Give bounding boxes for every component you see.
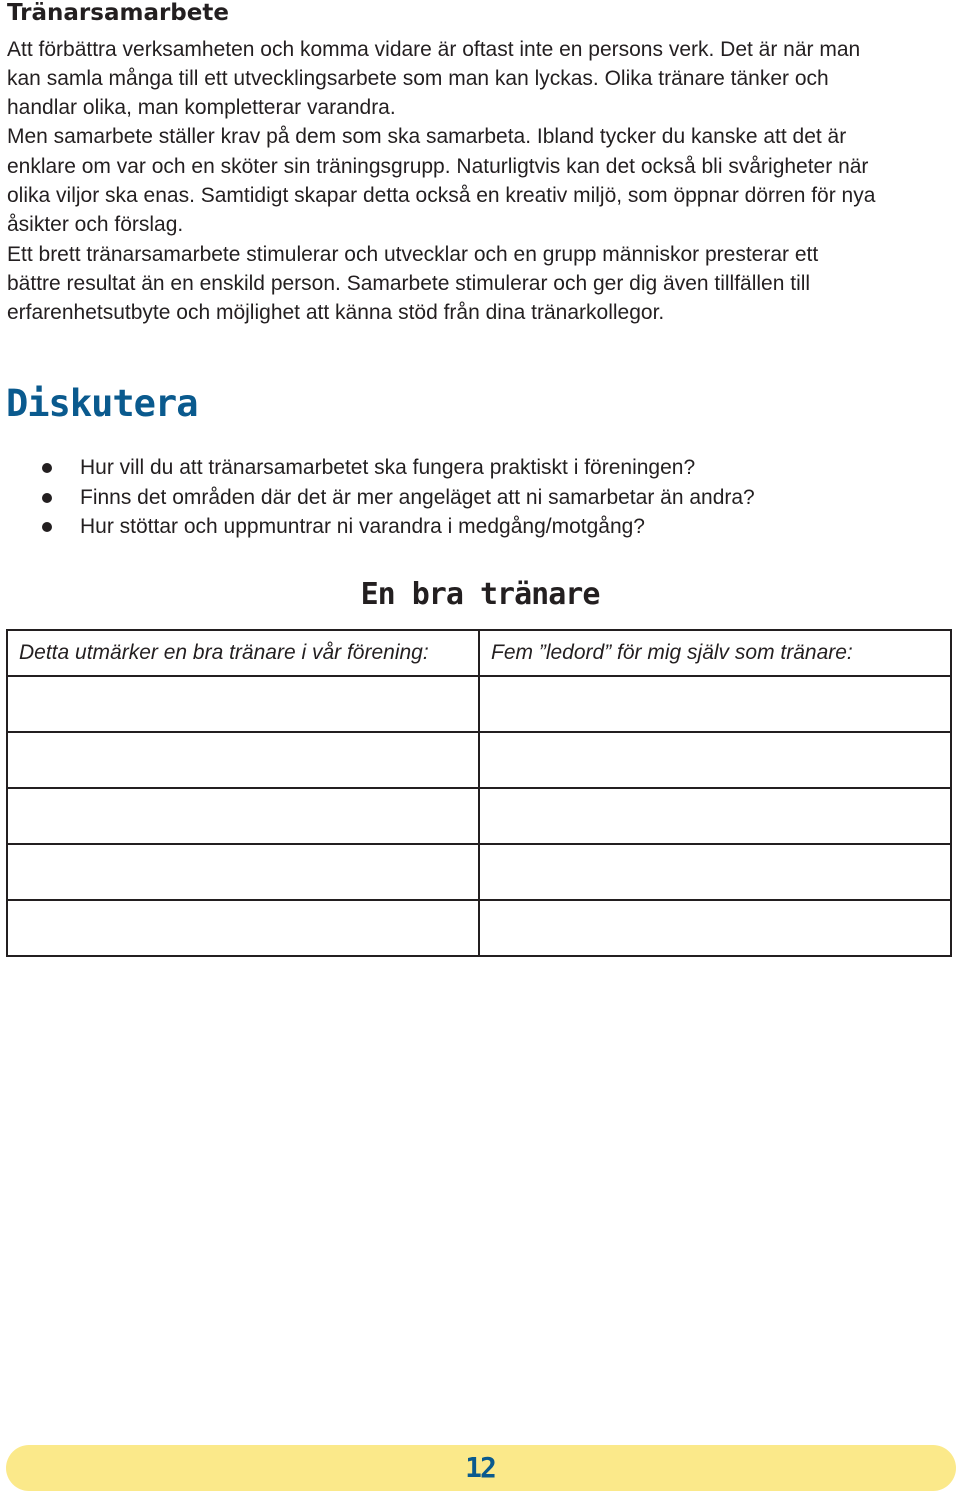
- blank-answer-cell[interactable]: [7, 900, 479, 956]
- discuss-heading: Diskutera: [6, 382, 198, 425]
- blank-answer-cell[interactable]: [479, 732, 951, 788]
- paragraph-line: kan samla många till ett utvecklingsarbete som man kan lyckas. Olika tränare tänker och: [7, 67, 829, 90]
- bullet-icon: [42, 493, 52, 503]
- table-row: [7, 844, 951, 900]
- blank-answer-cell[interactable]: [479, 676, 951, 732]
- blank-answer-cell[interactable]: [7, 788, 479, 844]
- paragraph-line: handlar olika, man kompletterar varandra.: [7, 96, 396, 119]
- paragraph-line: olika viljor ska enas. Samtidigt skapar detta också en kreativ miljö, som öppnar dörren för nya: [7, 184, 876, 207]
- paragraph-line: enklare om var och en sköter sin träningsgrupp. Naturligtvis kan det också bli svårigheter när: [7, 155, 869, 178]
- section-title: Tränarsamarbete: [7, 0, 229, 26]
- bullet-icon: [42, 463, 52, 473]
- table-row: [7, 732, 951, 788]
- question-text: Hur stöttar och uppmuntrar ni varandra i medgång/motgång?: [80, 515, 645, 539]
- paragraph-line: Ett brett tränarsamarbete stimulerar och utvecklar och en grupp människor presterar ett: [7, 243, 819, 266]
- question-text: Finns det områden där det är mer angeläget att ni samarbetar än andra?: [80, 485, 755, 509]
- table-row: [7, 788, 951, 844]
- paragraph-line: Men samarbete ställer krav på dem som ska samarbeta. Ibland tycker du kanske att det är: [7, 125, 847, 148]
- blank-answer-cell[interactable]: [7, 732, 479, 788]
- paragraph-line: erfarenhetsutbyte och möjlighet att känna stöd från dina tränarkollegor.: [7, 301, 665, 324]
- blank-answer-cell[interactable]: [479, 788, 951, 844]
- question-text: Hur vill du att tränarsamarbetet ska fungera praktiskt i föreningen?: [80, 456, 696, 479]
- paragraph-line: bättre resultat än en enskild person. Samarbete stimulerar och ger dig även tillfällen till: [7, 272, 811, 295]
- bullet-icon: [42, 522, 52, 532]
- column-header-club-traits: Detta utmärker en bra tränare i vår förening:: [7, 630, 479, 676]
- paragraph-line: åsikter och förslag.: [7, 213, 184, 236]
- table-row: [7, 676, 951, 732]
- blank-answer-cell[interactable]: [7, 844, 479, 900]
- blank-answer-cell[interactable]: [479, 900, 951, 956]
- table-header-row: [7, 630, 951, 676]
- blank-answer-cell[interactable]: [7, 676, 479, 732]
- paragraph-line: Att förbättra verksamheten och komma vidare är oftast inte en persons verk. Det är när man: [7, 38, 861, 61]
- good-coach-table: [6, 629, 952, 957]
- table-row: [7, 900, 951, 956]
- page-number: 12: [465, 1451, 495, 1484]
- column-header-keywords: Fem ”ledord” för mig själv som tränare:: [479, 630, 951, 676]
- good-coach-heading: En bra tränare: [360, 577, 600, 612]
- blank-answer-cell[interactable]: [479, 844, 951, 900]
